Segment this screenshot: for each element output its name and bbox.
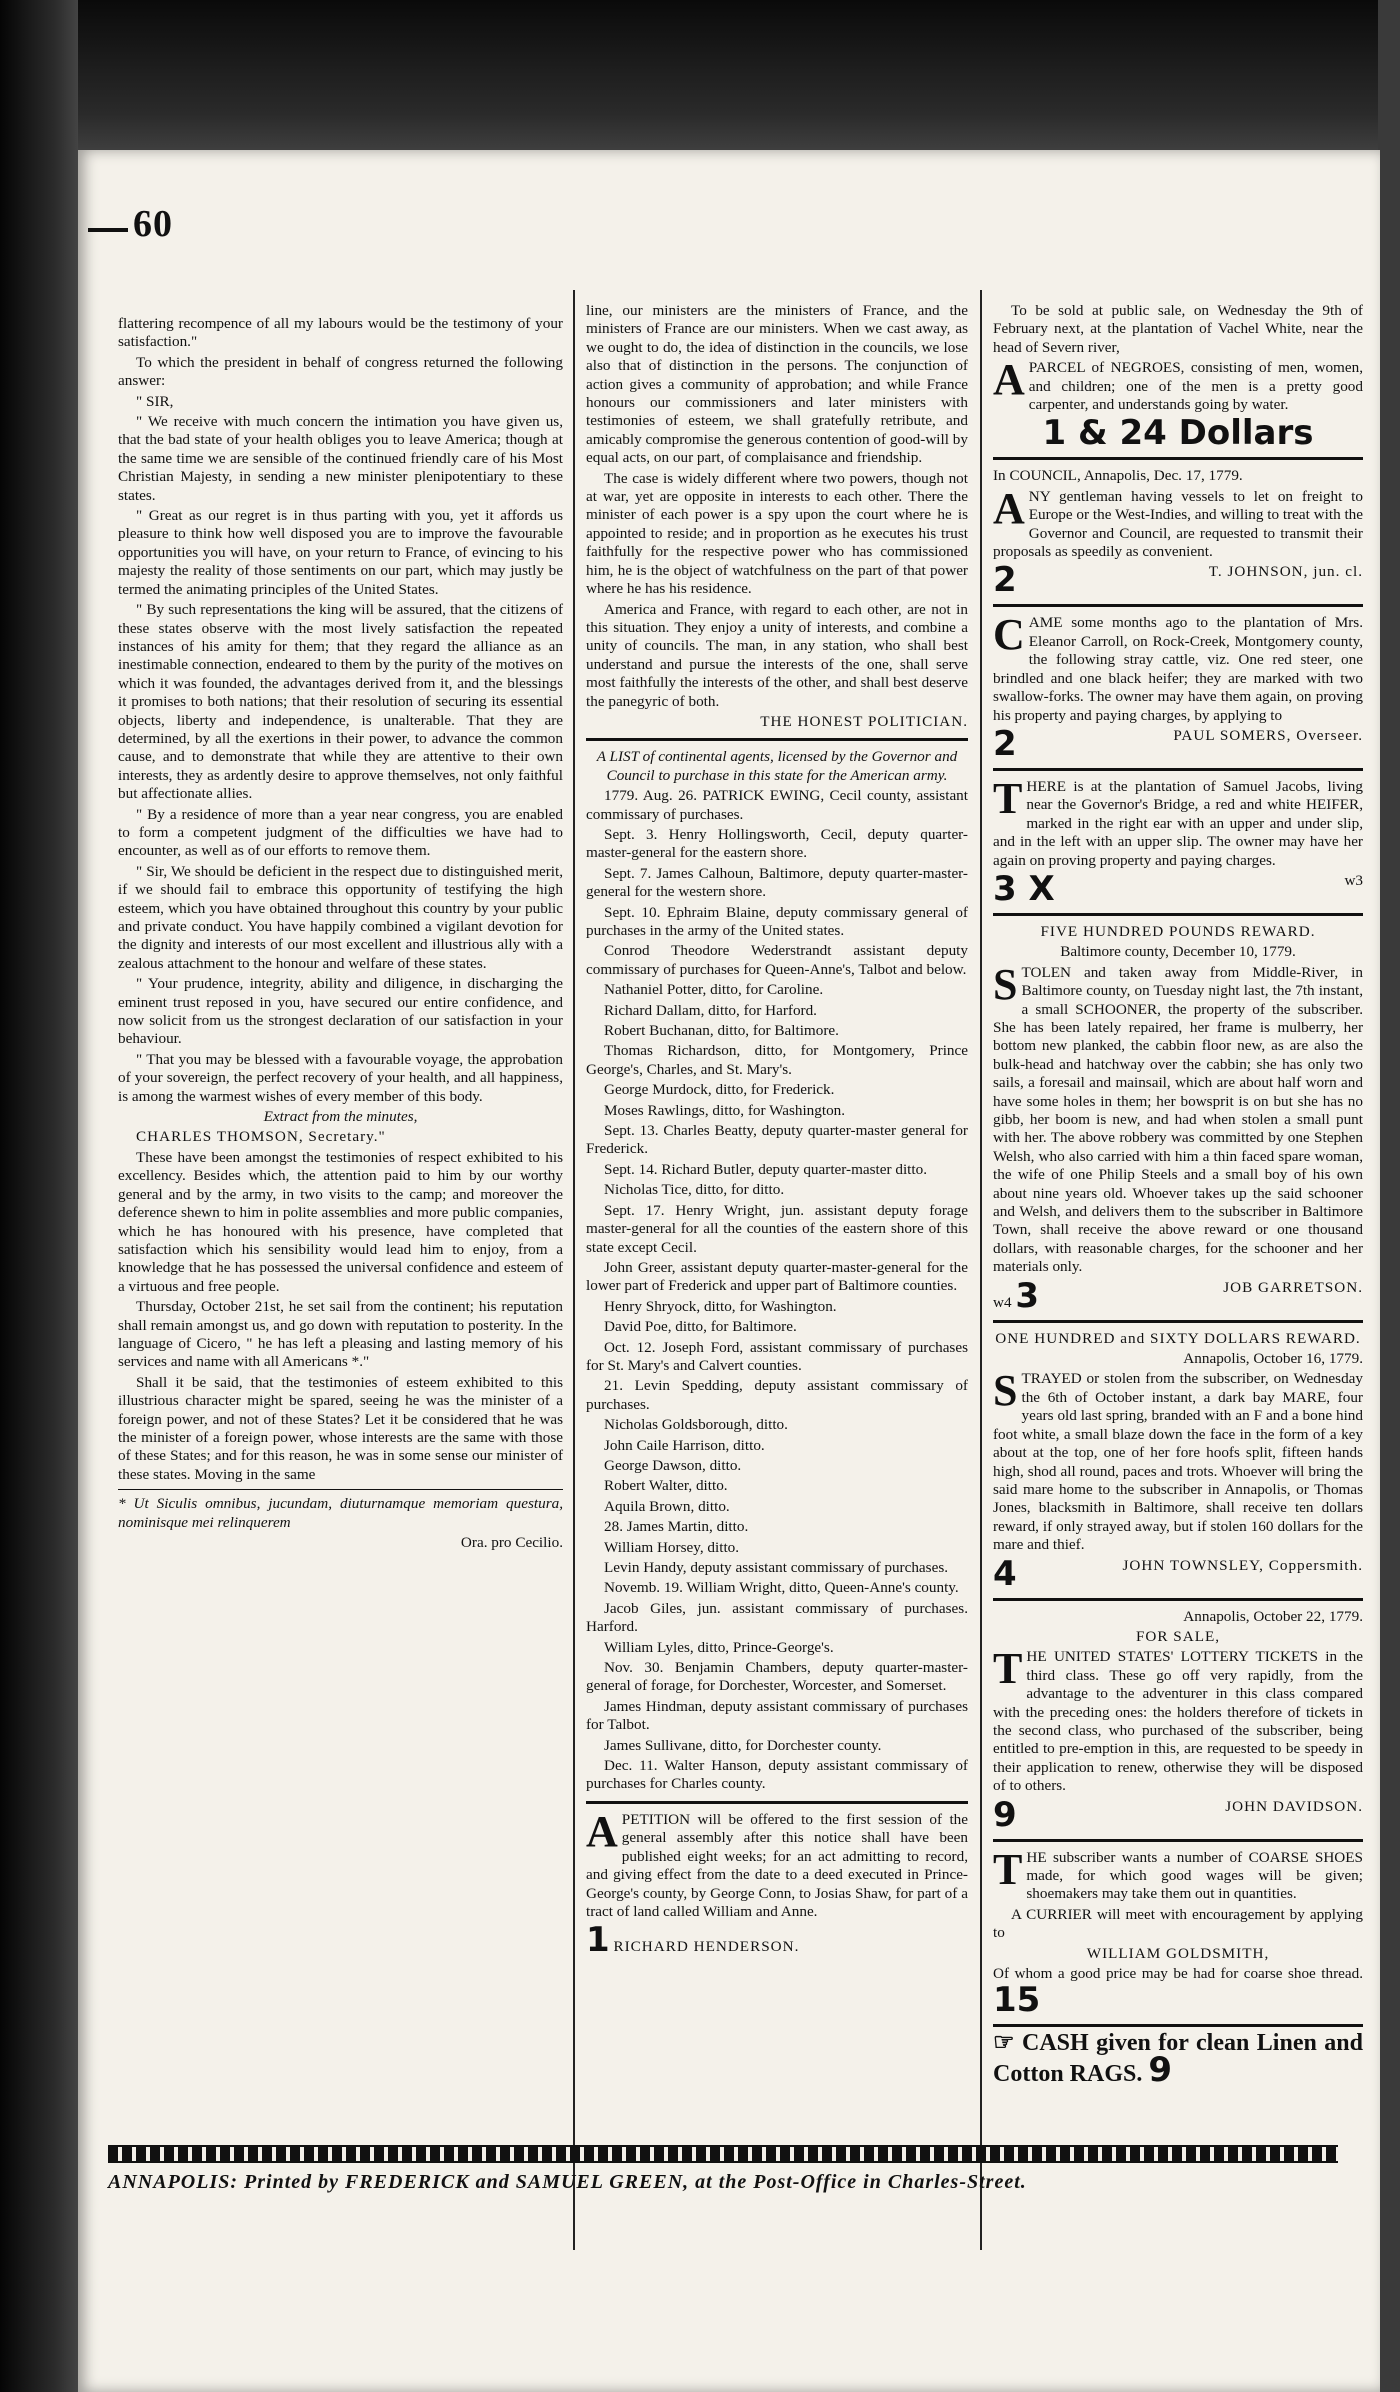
ad1-body <box>993 355 1363 414</box>
agent-list-entry: Conrod Theodore Wederstrandt assistant deputy commissary of purchases for Queen-Anne's, Talbot and below. <box>586 942 968 978</box>
ad8-handwritten-number: 15 <box>993 1980 1041 2021</box>
ad5-dropcap: S <box>993 959 1018 1009</box>
agent-list-entry: William Lyles, ditto, Prince-George's. <box>604 1638 834 1656</box>
reward1-heading: FIVE HUNDRED POUNDS REWARD. <box>1040 922 1316 940</box>
col2-rule-1 <box>586 738 968 741</box>
column-middle <box>586 302 968 1959</box>
col3-rule-4 <box>993 913 1363 916</box>
agent-list-entry: George Dawson, ditto. <box>604 1456 742 1474</box>
col1-footnote-source: Ora. pro Cecilio. <box>460 1534 563 1551</box>
ad7-body <box>993 1644 1363 1795</box>
col3-rule-8 <box>993 2024 1363 2027</box>
agent-list-entry: Robert Walter, ditto. <box>604 1477 728 1495</box>
col3-rule-1 <box>993 457 1363 460</box>
page-footer <box>108 2145 1338 2194</box>
column-rule-2 <box>980 290 982 2250</box>
ad7-heading: FOR SALE, <box>1135 1627 1221 1645</box>
col1-salutation: " SIR, <box>136 392 174 410</box>
petition-dropcap: A <box>586 1806 618 1856</box>
agent-list-entry: Novemb. 19. William Wright, ditto, Queen-Anne's county. <box>604 1579 959 1597</box>
petition-text: PETITION will be offered to the first session of the general assembly after this notice shall have been published eight weeks; for an act admitting to record, and giving effect from the date to a deed executed in Prince-George's county, by George Conn, to Josias Shaw, for part of a tract of land called William and Anne. <box>586 1810 968 1920</box>
col2-petition <box>586 1806 968 1921</box>
col2-list-title: A LIST of continental agents, licensed by the Governor and Council to purchase in this state for the American army. <box>596 748 958 784</box>
ad8-body <box>993 1844 1363 1904</box>
agent-list-entry: Sept. 13. Charles Beatty, deputy quarter-master general for Frederick. <box>586 1122 968 1158</box>
agent-list-entry: Nov. 30. Benjamin Chambers, deputy quarter-master-general of forage, for Dorchester, Worcester, and Somerset. <box>586 1659 968 1695</box>
ad8-dropcap: T <box>993 1844 1023 1894</box>
ad3-text: AME some months ago to the plantation of Mrs. Eleanor Carroll, on Rock-Creek, Montgomery county, the following stray cattle, viz. One red steer, one brindled and one black heifer; they are marked with two swallow-forks. The owner may have them again, on proving his property and paying charges, by applying to <box>993 614 1363 724</box>
agent-list-entry: Jacob Giles, jun. assistant commissary of purchases. Harford. <box>586 1599 968 1636</box>
ad8-note-text: Of whom a good price may be had for coarse shoe thread. <box>993 1965 1363 1983</box>
agent-list-entry: David Poe, ditto, for Baltimore. <box>604 1318 797 1336</box>
col1-p12: Shall it be said, that the testimonies of esteem exhibited to this illustrious character might be spared, seeing he was the minister of a foreign power, and not of these States? Let it be considered that he was the minister of a foreign power, whose interests are the same with those of these States; and for this reason, he was in some sense our minister of these states. Moving in the same <box>118 1373 563 1483</box>
ad5-signoff <box>993 1275 1363 1316</box>
agent-list-entry: Sept. 3. Henry Hollingsworth, Cecil, deputy quarter-master-general for the eastern shore. <box>586 825 968 862</box>
col1-p9: " That you may be blessed with a favourable voyage, the approbation of your sovereign, the perfect recovery of your health, and all happiness, is among the warmest wishes of every member of this body. <box>118 1050 563 1105</box>
ad6-text: TRAYED or stolen from the subscriber, on Wednesday the 6th of October instant, a dark bay MARE, four years old last spring, branded with an F and a bone hind foot white, a small blaze down the face in the form of a key about at the top, one of her fore hoofs split, fifteen hands high, shod all round, paces and trots. Whoever will bring the said mare home to the subscriber in Annapolis, or Thomas Jones, blacksmith in Baltimore, shall receive ten dollars reward, if only strayed away, but if stolen 160 dollars for the mare and thief. <box>993 1370 1363 1554</box>
ad2-signoff <box>993 560 1363 601</box>
col3-rule-5 <box>993 1320 1363 1323</box>
ad7-handwritten-number: 9 <box>993 1794 1017 1835</box>
ad4-dropcap: T <box>993 773 1023 823</box>
col1-signer: CHARLES THOMSON, Secretary." <box>136 1128 386 1146</box>
column-left <box>118 315 563 1554</box>
newspaper-page <box>78 150 1380 2392</box>
ad3-signer: PAUL SOMERS, Overseer. <box>1173 726 1363 744</box>
ad7-signoff <box>993 1794 1363 1835</box>
agent-list-entry: James Hindman, deputy assistant commissary of purchases for Talbot. <box>586 1697 968 1734</box>
ad2-handwritten-number: 2 <box>993 560 1017 601</box>
agent-list-entry: William Horsey, ditto. <box>604 1538 740 1556</box>
ad5-handwritten-number: 3 <box>1015 1275 1040 1316</box>
ad5-body <box>993 959 1363 1277</box>
ornamental-border <box>108 2145 1338 2163</box>
ad8-currier: A CURRIER will meet with encouragement by applying to <box>993 1905 1363 1942</box>
col2-signature: THE HONEST POLITICIAN. <box>760 712 968 730</box>
ad4-text: HERE is at the plantation of Samuel Jacobs, living near the Governor's Bridge, a red and white HEIFER, marked in the right ear with an upper and under slip, and in the left with an upper slip. The owner may have her again on proving property and paying charges. <box>993 777 1363 869</box>
ad2-text: NY gentleman having vessels to let on freight to Europe or the West-Indies, and willing to treat with the Governor and Council, are requested to transmit their proposals as speedily as convenient. <box>993 487 1364 561</box>
agent-list-entry: Oct. 12. Joseph Ford, assistant commissary of purchases for St. Mary's and Calvert counties. <box>586 1338 968 1374</box>
agent-list-entry: Nicholas Goldsborough, ditto. <box>604 1416 788 1434</box>
ad1-intro: To be sold at public sale, on Wednesday the 9th of February next, at the plantation of Vachel White, near the head of Severn river, <box>993 302 1363 356</box>
ad8-signer: WILLIAM GOLDSMITH, <box>1086 1944 1270 1962</box>
agent-list-entry: John Greer, assistant deputy quarter-master-general for the lower part of Frederick and upper part of Baltimore counties. <box>586 1258 968 1295</box>
col2-p1: line, our ministers are the ministers of France, and the ministers of France are our ministers. When we cast away, as we ought to do, the idea of distinction in the councils, we lose also that of distinction in the persons. The conjunction of action gives a community of approbation; and while France honours our commissioners and later ministers with testimonies of esteem, we shall gratefully retribute, and amicably compromise the generous contention of good-will by equal acts, on our part, of complaisance and friendship. <box>586 302 968 467</box>
col3-rule-6 <box>993 1598 1363 1601</box>
col1-p10: These have been amongst the testimonies of respect exhibited to his excellency. Besides which, the attention paid to him by our worthy general and by the army, in two visits to the camp; and moreover the deference shewn to him in polite assemblies and more public companies, which he has honoured with his presence, have completed that satisfaction which his sensibility would lead him to enjoy, from a knowledge that he has possessed the universal confidence and esteem of a virtuous and free people. <box>118 1148 563 1295</box>
col1-p8: " Your prudence, integrity, ability and diligence, in discharging the eminent trust reposed in you, have secured our entire confidence, and now solicit from us the strongest declaration of our satisfaction in your behaviour. <box>118 975 563 1048</box>
ad3-dropcap: C <box>993 610 1025 660</box>
agent-list-entry: James Sullivane, ditto, for Dorchester county. <box>604 1736 882 1754</box>
agent-list-entry: Sept. 14. Richard Butler, deputy quarter-master ditto. <box>604 1160 928 1178</box>
col3-rule-2 <box>993 604 1363 607</box>
agent-list-entry: Nathaniel Potter, ditto, for Caroline. <box>604 981 824 999</box>
ad1-dropcap: A <box>993 355 1025 405</box>
printer-imprint: ANNAPOLIS: Printed by FREDERICK and SAMUEL GREEN, at the Post-Office in Charles-Street. <box>108 2171 1027 2193</box>
page-edge-mark <box>88 228 128 232</box>
ad8-note <box>993 1965 1363 2021</box>
cash-handwritten-number: 9 <box>1148 2049 1173 2090</box>
ad2-dropcap: A <box>993 483 1025 533</box>
petition-signer: RICHARD HENDERSON. <box>613 1938 800 1956</box>
col1-p2: To which the president in behalf of congress returned the following answer: <box>118 353 563 390</box>
ad6-body <box>993 1366 1363 1554</box>
agent-list-entry: Thomas Richardson, ditto, for Montgomery, Prince George's, Charles, and St. Mary's. <box>586 1042 968 1078</box>
col1-p6: " By a residence of more than a year near congress, you are enabled to form a competent judgment of the difficulties we have had to encounter, as well as of our efforts to remove them. <box>118 805 563 860</box>
agent-list-entry: Robert Buchanan, ditto, for Baltimore. <box>604 1022 839 1040</box>
agent-list-entry: Nicholas Tice, ditto, for ditto. <box>604 1181 785 1199</box>
col2-rule-2 <box>586 1801 968 1804</box>
page-number: 60 <box>133 203 173 245</box>
col3-rule-7 <box>993 1839 1363 1842</box>
footnote-rule <box>118 1489 563 1490</box>
ad4-signoff <box>993 868 1363 909</box>
agent-list-entry: Richard Dallam, ditto, for Harford. <box>604 1001 817 1019</box>
col1-p4: " Great as our regret is in thus parting with you, yet it affords us pleasure to think how well disposed you are to improve the favourable opportunities you will have, on your return to France, of evincing to his majesty the reality of those sentiments on our part, which may justly be termed the animating principles of the United States. <box>118 507 563 598</box>
ad7-signer: JOHN DAVIDSON. <box>1225 1797 1363 1815</box>
ad3-body <box>993 610 1363 724</box>
agent-list-entry: Henry Shryock, ditto, for Washington. <box>604 1297 837 1315</box>
agent-list-entry: 1779. Aug. 26. PATRICK EWING, Cecil county, assistant commissary of purchases. <box>586 787 968 823</box>
ad6-signer: JOHN TOWNSLEY, Coppersmith. <box>1122 1556 1363 1574</box>
ad6-signoff <box>993 1553 1363 1594</box>
scan-shadow-left <box>0 0 78 2392</box>
agent-list-entry: Sept. 10. Ephraim Blaine, deputy commissary general of purchases in the army of the United states. <box>586 903 968 939</box>
ad8-text: HE subscriber wants a number of COARSE SHOES made, for which good wages will be given; shoemakers may take them out in quantities. <box>1026 1848 1363 1903</box>
ad5-signer: JOB GARRETSON. <box>1223 1278 1363 1296</box>
petition-signoff <box>586 1920 968 1961</box>
ad4-handwritten-mark: 3 X <box>993 868 1055 909</box>
col2-p2: The case is widely different where two powers, though not at war, yet are opposite in interests to each other. There the minister of each power is a spy upon the court where he is appointed to reside; and in proportion as he executes his trust faithfully for the respective power who has commissioned him, he is the object of watchfulness on the part of that power where he has his residence. <box>586 469 968 598</box>
agent-list <box>586 787 968 1794</box>
ad3-signoff <box>993 723 1363 764</box>
agent-list-entry: George Murdock, ditto, for Frederick. <box>604 1081 835 1099</box>
cash-notice <box>993 2030 1363 2090</box>
ad6-dropcap: S <box>993 1366 1018 1416</box>
agent-list-entry: Sept. 7. James Calhoun, Baltimore, deputy quarter-master-general for the western shore. <box>586 864 968 901</box>
ad1-handwritten-note: 1 & 24 Dollars <box>1042 413 1314 454</box>
col1-p11: Thursday, October 21st, he set sail from the continent; his reputation shall remain amongst us, and go down with reputation to posterity. In the language of Cicero, " he has left a pleasing and lasting memory of his services and name with all Americans *." <box>118 1298 563 1371</box>
col2-p3: America and France, with regard to each other, are not in this situation. They enjoy a unity of interests, and combine a unity of councils. The man, in any station, who shall best understand and pursue the interests of the one, shall serve most faithfully the interests of the other, and shall best deserve the panegyric of both. <box>586 600 968 710</box>
column-rule-1 <box>573 290 575 2250</box>
ad2-body <box>993 483 1364 562</box>
ad6-handwritten-number: 4 <box>993 1553 1017 1594</box>
scan-shadow-right <box>1378 0 1400 2392</box>
cash-text: CASH given for clean Linen and Cotton RAGS. <box>993 2030 1363 2087</box>
agent-list-entry: 28. James Martin, ditto. <box>604 1518 749 1536</box>
col1-p5: " By such representations the king will be assured, that the citizens of these states observe with the most lively satisfaction the repeated instances of his amity for them; that they regard the alliance as an inestimable connection, endeared to them by the purity of the motives on which it was founded, the advantages derived from it, and the blessings it promises to both nations; that their resolution of securing its essential objects, liberty and independence, is unalterable. That they are determined, by all the exertions in their power, to advance the common cause, and to demonstrate that while they are attentive to their own interests, they as ardently desire to approve themselves, not only faithful but affectionate allies. <box>118 601 563 803</box>
pointing-hand-icon: ☞ <box>993 2030 1015 2057</box>
agent-list-entry: Sept. 17. Henry Wright, jun. assistant deputy forage master-general for all the counties of the eastern shore of this state except Cecil. <box>586 1201 968 1256</box>
ad7-text: HE UNITED STATES' LOTTERY TICKETS in the third class. These go off very rapidly, from the advantage to the adventurer in this class compared with the preceding ones: the holders therefore of tickets in the second class, who purchased of the subscriber, being entitled to pre-emption in this, are requested to be speedy in their application to renew, otherwise they will be disposed of to others. <box>993 1648 1363 1795</box>
col1-p1: flattering recompence of all my labours would be the testimony of your satisfaction." <box>118 315 563 351</box>
col1-extract: Extract from the minutes, <box>263 1108 418 1126</box>
ad3-handwritten-number: 2 <box>993 723 1017 764</box>
ad7-place: Annapolis, October 22, 1779. <box>1183 1607 1363 1625</box>
agent-list-entry: John Caile Harrison, ditto. <box>604 1436 765 1454</box>
ad7-dropcap: T <box>993 1644 1023 1694</box>
petition-handwritten-number: 1 <box>586 1920 610 1961</box>
reward2-heading: ONE HUNDRED and SIXTY DOLLARS REWARD. <box>995 1329 1361 1347</box>
agent-list-entry: 21. Levin Spedding, deputy assistant commissary of purchases. <box>586 1377 968 1413</box>
col1-footnote: * Ut Siculis omnibus, jucundam, diuturnamque memoriam questura, nominisque mei relinquerem <box>118 1495 563 1531</box>
agent-list-entry: Levin Handy, deputy assistant commissary of purchases. <box>604 1559 949 1576</box>
ad5-text: TOLEN and taken away from Middle-River, in Baltimore county, on Tuesday night last, the 7th instant, a small SCHOONER, the property of the subscriber. She has been lately repaired, her frame is mulberry, her bottom new planked, the cabbin floor new, as are also the bulk-head and hatchway over the cabbin; she has only two sails, a foresail and mainsail, which are about half worn and have some holes in them; her bowsprit is on but she has no gibb, her boom is new, and had when stolen a small punt with her. The above robbery was committed by one Stephen Welsh, who also carried with him a thin faced spare woman, the wife of one Philip Steels and a small boy of his own about nine years old. Whoever takes up the said schooner and Welsh, and delivers them to the subscriber in Baltimore Town, shall receive the above reward or one thousand dollars, with reasonable charges, for the schooner and her materials only. <box>993 963 1363 1276</box>
ad2-signer: T. JOHNSON, jun. cl. <box>1208 563 1363 581</box>
council-heading: In COUNCIL, Annapolis, Dec. 17, 1779. <box>993 467 1243 485</box>
ad1-text: PARCEL of NEGROES, consisting of men, women, and children; one of the men is a pretty good carpenter, and understands going by water. <box>1028 359 1363 414</box>
agent-list-entry: Dec. 11. Walter Hanson, deputy assistant commissary of purchases for Charles county. <box>586 1757 968 1793</box>
ad4-week-mark: w3 <box>1344 871 1363 889</box>
agent-list-entry: Aquila Brown, ditto. <box>604 1497 730 1515</box>
column-right <box>993 302 1363 2089</box>
col3-rule-3 <box>993 768 1363 771</box>
agent-list-entry: Moses Rawlings, ditto, for Washington. <box>604 1101 846 1119</box>
reward1-place: Baltimore county, December 10, 1779. <box>1060 943 1296 961</box>
ad4-body <box>993 773 1363 870</box>
reward2-place: Annapolis, October 16, 1779. <box>1183 1350 1363 1368</box>
col1-p7: " Sir, We should be deficient in the respect due to distinguished merit, if we should fail to embrace this opportunity of testifying the high esteem, which you have obtained throughout this country by your public and private conduct. You have happily combined a vigilant devotion for the dignity and interests of our most excellent and illustrious ally with a zealous attachment to the honour and welfare of these states. <box>118 862 563 972</box>
col1-p3: " We receive with much concern the intimation you have given us, that the bad state of your health obliges you to leave America; though at the same time we are sensible of the continued friendly care of his Most Christian Majesty, in sending a new minister plenipotentiary to these states. <box>118 413 563 504</box>
ad5-week-mark: w4 <box>993 1293 1012 1311</box>
